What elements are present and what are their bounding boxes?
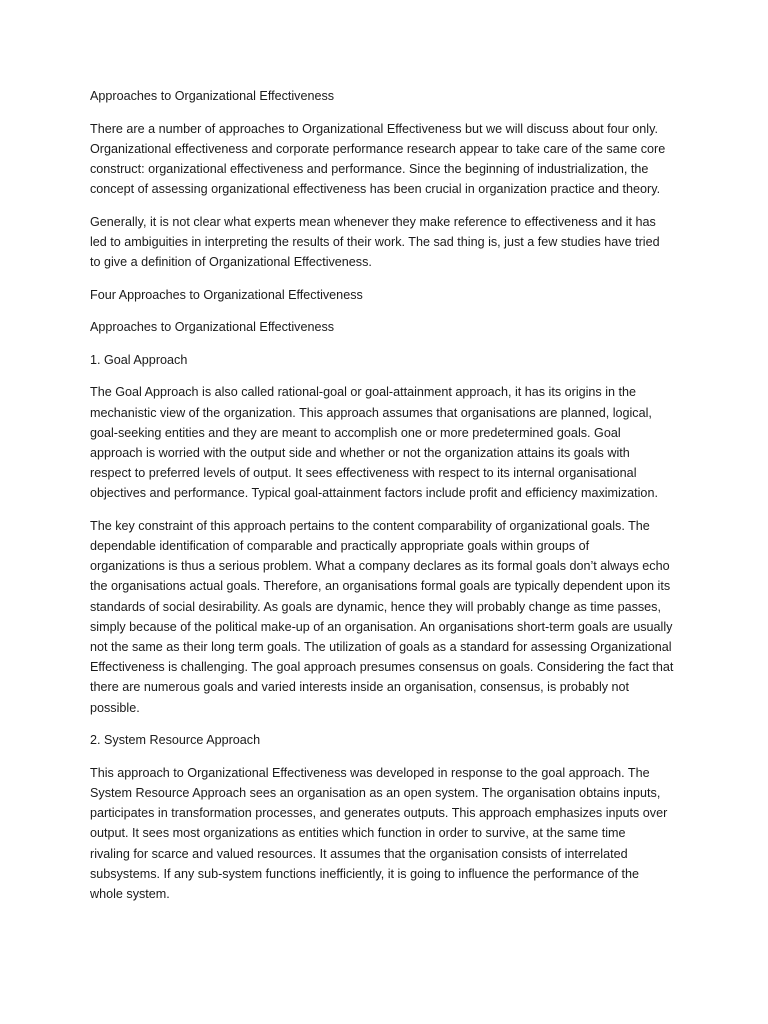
paragraph-line: simply because of the political make-up of an organisation. An organisations short-term goals are usually — [90, 619, 673, 634]
heading-text: Four Approaches to Organizational Effectiveness — [90, 287, 363, 302]
paragraph-line: Effectiveness is challenging. The goal approach presumes consensus on goals. Considering the fact that — [90, 660, 674, 675]
paragraph-line: goal-seeking entities and they are meant to accomplish one or more predetermined goals. Goal — [90, 425, 621, 440]
paragraph-line: subsystems. If any sub-system functions inefficiently, it is going to influence the performance of the — [90, 866, 640, 881]
document-page — [90, 86, 682, 916]
section-heading — [90, 730, 682, 750]
paragraph-line: There are a number of approaches to Organizational Effectiveness but we will discuss about four only. — [90, 121, 658, 136]
paragraph-line: This approach to Organizational Effectiveness was developed in response to the goal approach. The — [90, 765, 650, 780]
paragraph-line: The Goal Approach is also called rational-goal or goal-attainment approach, it has its origins in the — [90, 385, 637, 400]
paragraph-line: concept of assessing organizational effectiveness has been crucial in organization practice and theory. — [90, 182, 661, 197]
heading-text: Approaches to Organizational Effectiveness — [90, 320, 335, 335]
paragraph — [90, 382, 682, 503]
paragraph — [90, 763, 682, 904]
paragraph-line: to give a definition of Organizational Effectiveness. — [90, 255, 372, 270]
section-heading — [90, 86, 682, 106]
paragraph — [90, 212, 682, 273]
paragraph-line: led to ambiguities in interpreting the results of their work. The sad thing is, just a few studies have tried — [90, 234, 660, 249]
paragraph-line: approach is worried with the output side and whether or not the organization attains its goals with — [90, 445, 630, 460]
paragraph — [90, 119, 682, 200]
paragraph-line: not the same as their long term goals. The utilization of goals as a standard for assessing Organizational — [90, 640, 672, 655]
section-heading — [90, 317, 682, 337]
paragraph-line: Organizational effectiveness and corporate performance research appear to take care of the same core — [90, 141, 666, 156]
heading-text: 2. System Resource Approach — [90, 733, 261, 748]
paragraph-line: there are numerous goals and varied interests inside an organisation, consensus, is probably not — [90, 680, 630, 695]
paragraph — [90, 516, 682, 718]
paragraph-line: standards of social desirability. As goals are dynamic, hence they will probably change as time passes, — [90, 599, 661, 614]
paragraph-line: output. It sees most organizations as entities which function in order to survive, at the same time — [90, 826, 626, 841]
paragraph-line: The key constraint of this approach pertains to the content comparability of organizational goals. The — [90, 518, 650, 533]
paragraph-line: participates in transformation processes, and generates outputs. This approach emphasizes inputs over — [90, 806, 668, 821]
paragraph-line: respect to preferred levels of output. It sees effectiveness with respect to its internal organisational — [90, 466, 637, 481]
paragraph-line: the organisations actual goals. Therefore, an organisations formal goals are typically dependent upon its — [90, 579, 671, 594]
paragraph-line: rivaling for scarce and valued resources. It assumes that the organisation consists of interrelated — [90, 846, 628, 861]
paragraph-line: dependable identification of comparable and practically appropriate goals within groups of — [90, 539, 590, 554]
paragraph-line: organizations is thus a serious problem. What a company declares as its formal goals don’t always echo — [90, 559, 670, 574]
paragraph-line: mechanistic view of the organization. This approach assumes that organisations are planned, logical, — [90, 405, 652, 420]
paragraph-line: System Resource Approach sees an organisation as an open system. The organisation obtains inputs, — [90, 785, 661, 800]
heading-text: 1. Goal Approach — [90, 352, 188, 367]
paragraph-line: possible. — [90, 700, 140, 715]
heading-text: Approaches to Organizational Effectiveness — [90, 89, 335, 103]
paragraph-line: Generally, it is not clear what experts mean whenever they make reference to effectiveness and it has — [90, 214, 656, 229]
paragraph-line: objectives and performance. Typical goal-attainment factors include profit and efficiency maximization. — [90, 486, 658, 501]
paragraph-line: construct: organizational effectiveness and performance. Since the beginning of industrialization, the — [90, 161, 649, 176]
section-heading — [90, 285, 682, 305]
section-heading — [90, 350, 682, 370]
paragraph-line: whole system. — [90, 886, 170, 901]
